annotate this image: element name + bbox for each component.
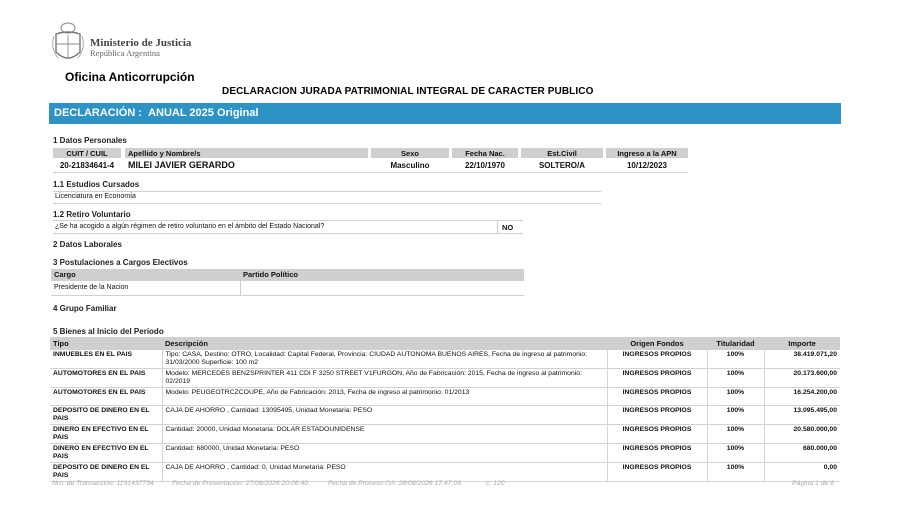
row-descripcion: CAJA DE AHORRO , Cantidad: 13095495, Unidad Monetaria: PESO	[162, 406, 607, 425]
row-importe: 38.419.071,20	[764, 350, 840, 369]
table-row	[50, 425, 840, 444]
value-ingreso: 10/12/2023	[626, 161, 668, 170]
declaration-bar	[49, 103, 841, 124]
table-row	[50, 388, 840, 406]
value-sexo: Masculino	[390, 161, 430, 170]
row-tipo: AUTOMOTORES EN EL PAIS	[50, 388, 162, 406]
value-name: MILEI JAVIER GERARDO	[128, 160, 235, 170]
value-estudios: Licenciatura en Economía	[55, 193, 136, 200]
retiro-question: ¿Se ha acogido a algún régimen de retiro voluntario en el ámbito del Estado Nacional?	[55, 223, 325, 230]
header-partido: Partido Político	[240, 269, 524, 281]
header-importe: Importe	[764, 337, 840, 350]
header-titularidad: Titularidad	[707, 337, 764, 350]
row-tipo: DINERO EN EFECTIVO EN EL PAIS	[50, 444, 162, 463]
header-cargo: Cargo	[51, 269, 240, 281]
coat-of-arms-icon	[50, 22, 86, 66]
bienes-table	[50, 337, 840, 482]
row-importe: 20.173.600,00	[764, 369, 840, 388]
divider	[53, 203, 601, 204]
row-origen: INGRESOS PROPIOS	[607, 369, 707, 388]
row-tipo: DINERO EN EFECTIVO EN EL PAIS	[50, 425, 162, 444]
row-titularidad: 100%	[707, 444, 764, 463]
divider	[53, 233, 523, 234]
row-tipo: DEPOSITO DE DINERO EN EL PAIS	[50, 463, 162, 482]
value-cuit: 20-21834641-4	[59, 161, 115, 170]
retiro-answer: NO	[502, 223, 514, 232]
table-row	[50, 350, 840, 369]
row-importe: 13.095.495,00	[764, 406, 840, 425]
header-fecha-nac: Fecha Nac.	[452, 148, 518, 158]
header-tipo: Tipo	[50, 337, 162, 350]
row-importe: 0,00	[764, 463, 840, 482]
row-tipo: INMUEBLES EN EL PAIS	[50, 350, 162, 369]
country-name: República Argentina	[90, 48, 160, 58]
section-grupo-familiar: 4 Grupo Familiar	[53, 304, 117, 313]
row-origen: INGRESOS PROPIOS	[607, 350, 707, 369]
section-postulaciones: 3 Postulaciones a Cargos Electivos	[53, 258, 188, 267]
row-tipo: AUTOMOTORES EN EL PAIS	[50, 369, 162, 388]
declaration-value: ANUAL 2025 Original	[148, 107, 259, 119]
divider	[53, 172, 688, 173]
section-retiro: 1.2 Retiro Voluntario	[53, 210, 131, 219]
footer-page: Página 1 de 6	[792, 480, 834, 487]
row-descripcion: Tipo: CASA, Destino: OTRO, Localidad: Capital Federal, Provincia: CIUDAD AUTONOMA BUENOS AIRES, Fecha de ingreso al patrimonio: 31/03/2000 Superficie: 100 m2	[162, 350, 607, 369]
row-origen: INGRESOS PROPIOS	[607, 388, 707, 406]
header-sexo: Sexo	[371, 148, 449, 158]
header-descripcion: Descripción	[162, 337, 607, 350]
divider	[51, 295, 524, 296]
value-partido	[242, 283, 522, 285]
table-row	[50, 406, 840, 425]
footer-code: c: 120	[486, 480, 505, 487]
table-row	[50, 444, 840, 463]
value-est-civil: SOLTERO/A	[538, 161, 586, 170]
table-row	[50, 369, 840, 388]
header-ingreso: Ingreso a la APN	[606, 148, 688, 158]
row-titularidad: 100%	[707, 425, 764, 444]
value-fecha-nac: 22/10/1970	[464, 161, 506, 170]
section-estudios: 1.1 Estudios Cursados	[53, 180, 140, 189]
section-bienes: 5 Bienes al Inicio del Período	[53, 327, 164, 336]
header-origen: Origen Fondos	[607, 337, 707, 350]
footer-transaction: Nro. de Transacción: 1191437754	[52, 480, 154, 487]
ministry-name: Ministerio de Justicia	[90, 37, 192, 49]
row-importe: 680.000,00	[764, 444, 840, 463]
section-datos-personales: 1 Datos Personales	[53, 136, 127, 145]
office-title: Oficina Anticorrupción	[65, 70, 195, 84]
row-titularidad: 100%	[707, 350, 764, 369]
footer-presentation: Fecha de Presentación: 27/08/2026 20:06:40	[172, 480, 309, 487]
section-datos-laborales: 2 Datos Laborales	[53, 240, 122, 249]
row-titularidad: 100%	[707, 406, 764, 425]
row-origen: INGRESOS PROPIOS	[607, 425, 707, 444]
row-descripcion: Modelo: MERCEDES BENZSPRINTER 411 CDI F 3250 STREET V1FURGON, Año de Fabricación: 2015, Fecha de ingreso al patrimonio: 02/2019	[162, 369, 607, 388]
row-descripcion: CAJA DE AHORRO , Cantidad: 0, Unidad Monetaria: PESO	[162, 463, 607, 482]
row-origen: INGRESOS PROPIOS	[607, 406, 707, 425]
row-descripcion: Modelo: PEUGEOTRCZCOUPE, Año de Fabricación: 2013, Fecha de ingreso al patrimonio: 01/2013	[162, 388, 607, 406]
document-title: DECLARACION JURADA PATRIMONIAL INTEGRAL DE CARACTER PUBLICO	[222, 86, 594, 97]
header-cuit: CUIT / CUIL	[53, 148, 121, 158]
divider	[497, 220, 498, 233]
row-origen: INGRESOS PROPIOS	[607, 463, 707, 482]
value-cargo: Presidente de la Nacion	[54, 284, 129, 291]
declaration-label: DECLARACIÓN :	[54, 107, 142, 119]
divider	[240, 281, 241, 295]
row-tipo: DEPOSITO DE DINERO EN EL PAIS	[50, 406, 162, 425]
row-descripcion: Cantidad: 20000, Unidad Monetaria: DOLAR ESTADOUNIDENSE	[162, 425, 607, 444]
header-name: Apellido y Nombre/s	[125, 148, 368, 158]
row-importe: 20.580.000,00	[764, 425, 840, 444]
footer-process: Fecha de Proceso OA: 28/08/2026 17:47:09	[328, 480, 462, 487]
row-descripcion: Cantidad: 680000, Unidad Monetaria: PESO	[162, 444, 607, 463]
row-importe: 16.254.200,00	[764, 388, 840, 406]
row-titularidad: 100%	[707, 463, 764, 482]
divider	[53, 220, 523, 221]
row-titularidad: 100%	[707, 388, 764, 406]
row-origen: INGRESOS PROPIOS	[607, 444, 707, 463]
header-est-civil: Est.Civil	[521, 148, 603, 158]
table-row	[50, 463, 840, 482]
row-titularidad: 100%	[707, 369, 764, 388]
